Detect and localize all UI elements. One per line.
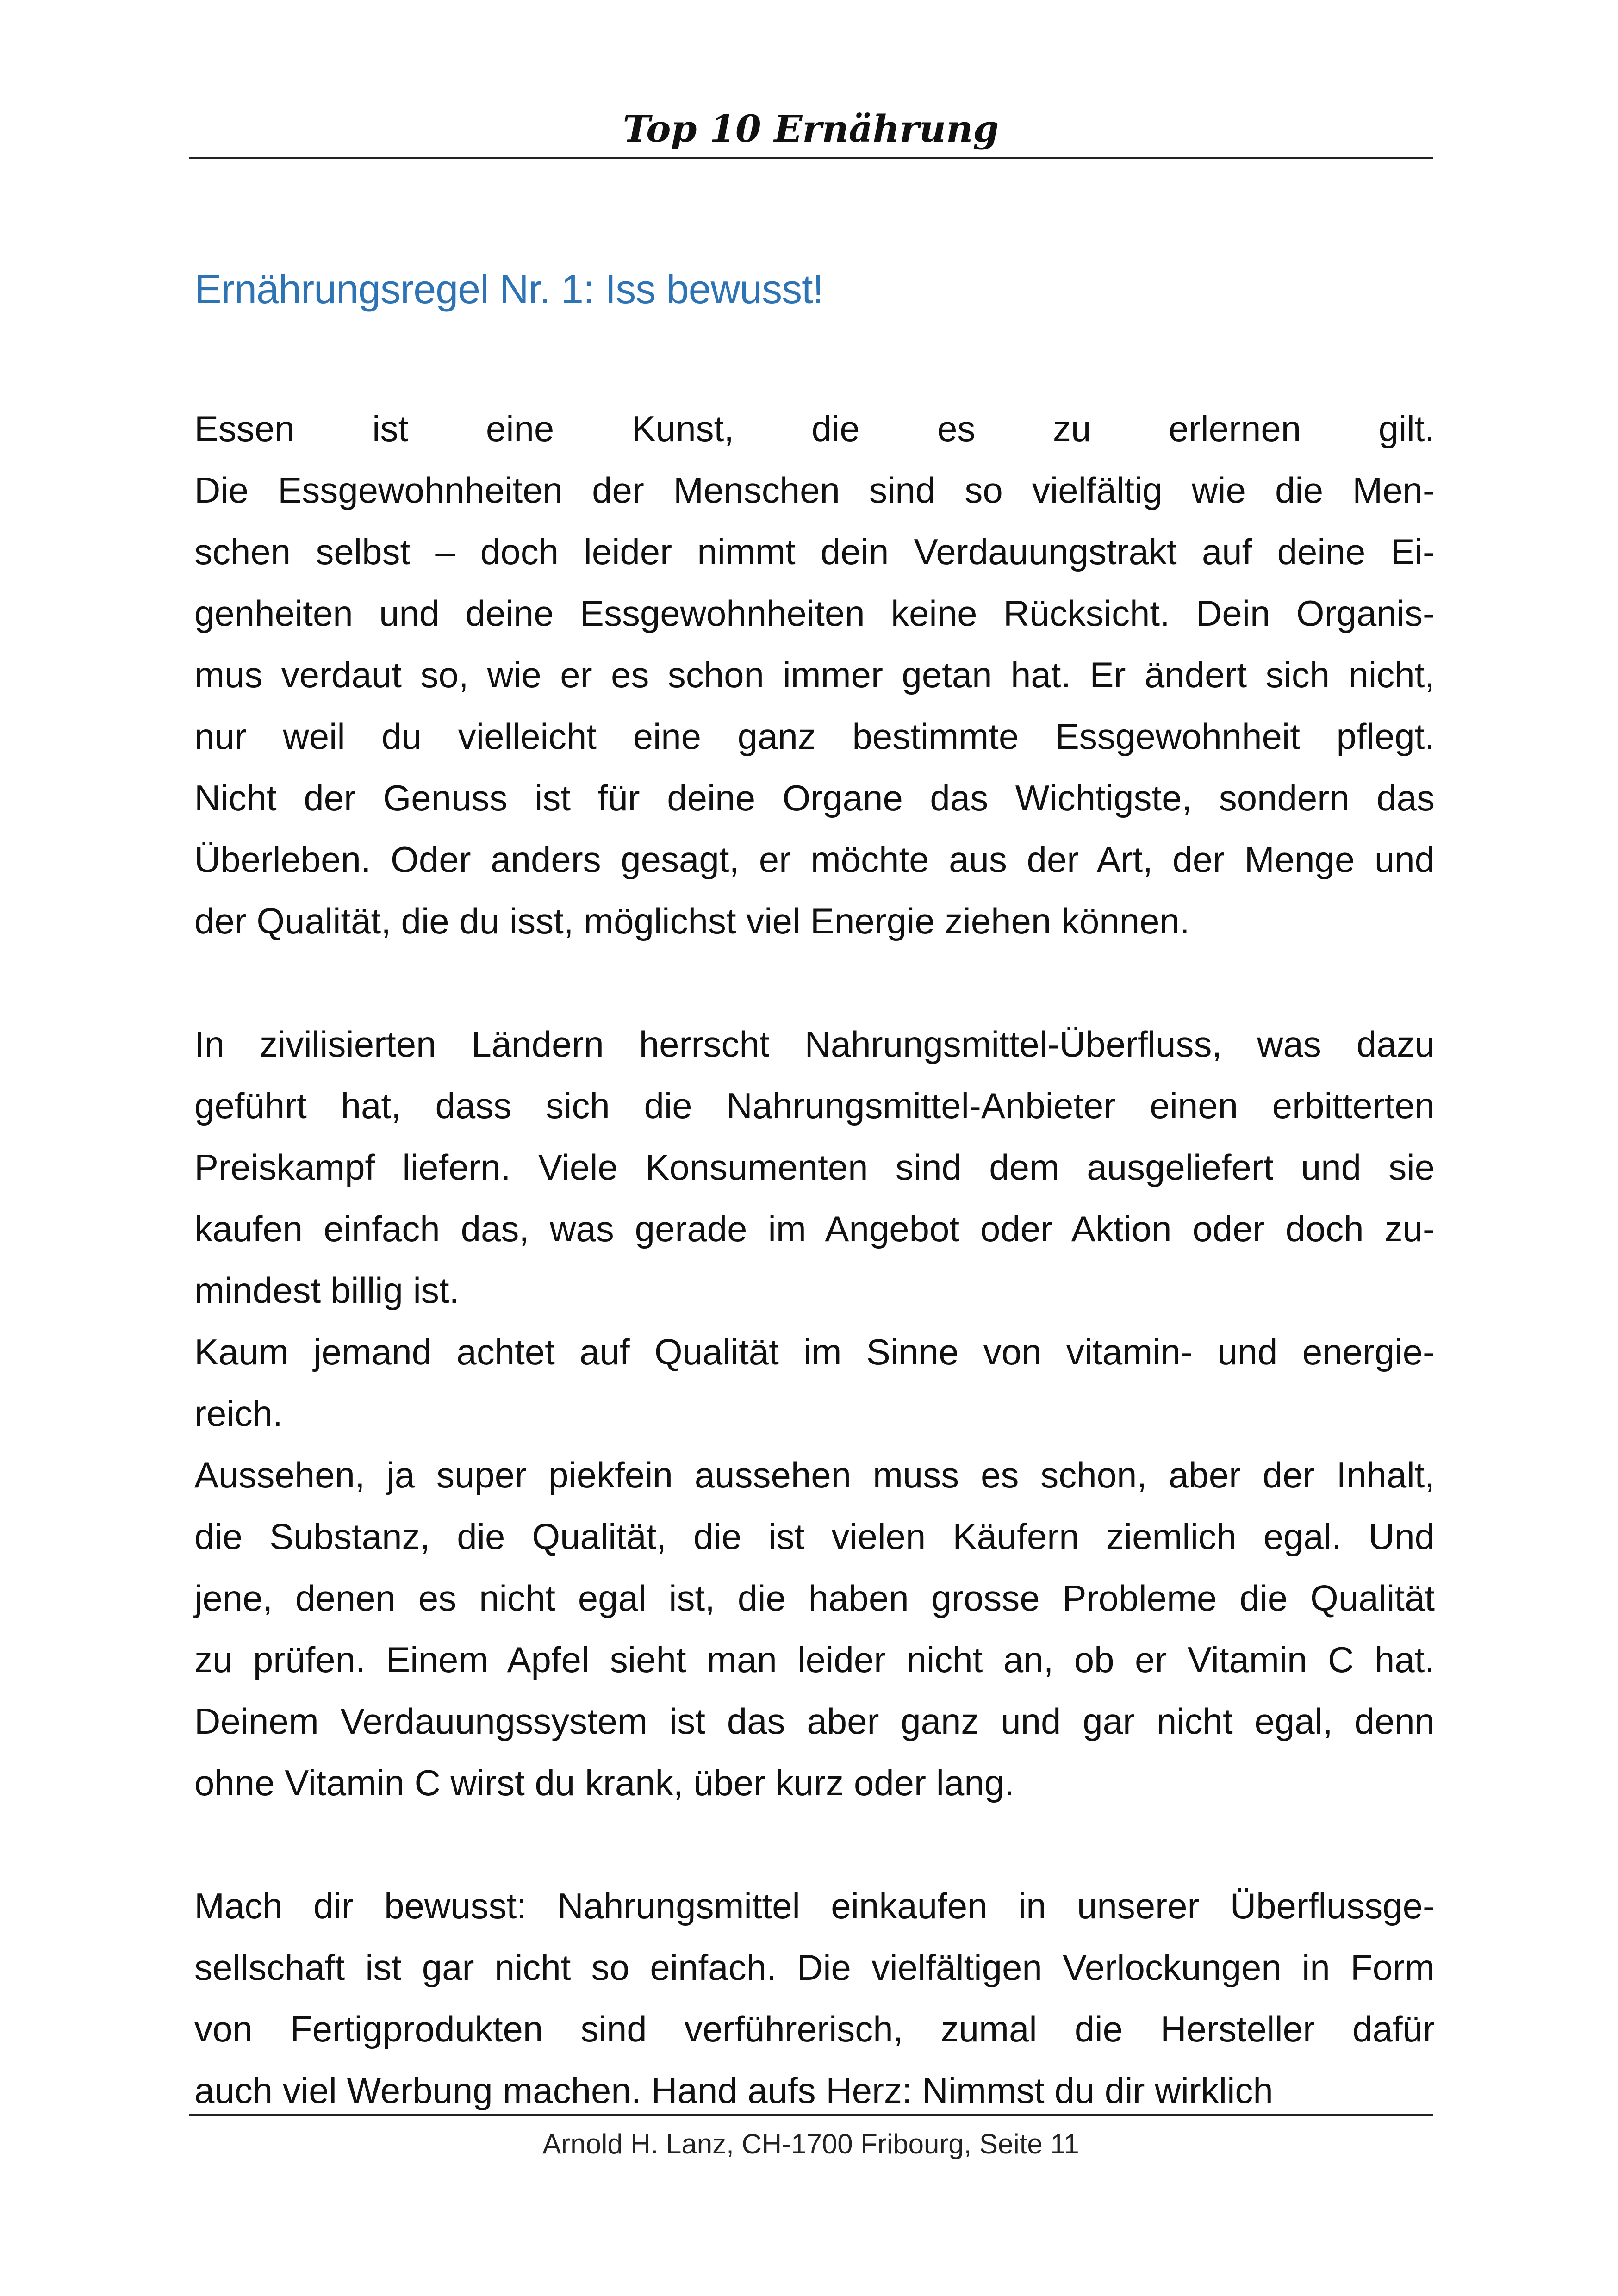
page-content: [194, 259, 1435, 2183]
text-line: Aussehen, ja super piekfein aussehen muss es schon, aber der Inhalt,: [194, 1455, 1435, 1495]
text-line: mus verdaut so, wie er es schon immer getan hat. Er ändert sich nicht,: [194, 654, 1435, 695]
text-line: geführt hat, dass sich die Nahrungsmittel-Anbieter einen erbitterten: [194, 1085, 1435, 1126]
text-line: zu prüfen. Einem Apfel sieht man leider nicht an, ob er Vitamin C hat.: [194, 1639, 1435, 1680]
chapter-title: Ernährungsregel Nr. 1: Iss bewusst!: [194, 266, 823, 312]
text-line: Preiskampf liefern. Viele Konsumenten sind dem ausgeliefert und sie: [194, 1147, 1435, 1188]
text-line: auch viel Werbung machen. Hand aufs Herz: Nimmst du dir wirklich: [194, 2070, 1273, 2111]
text-line: ohne Vitamin C wirst du krank, über kurz oder lang.: [194, 1762, 1014, 1803]
page-footer: [189, 2114, 1433, 2163]
page-header: [189, 93, 1433, 159]
text-line: der Qualität, die du isst, möglichst viel Energie ziehen können.: [194, 901, 1190, 941]
text-line: nur weil du vielleicht eine ganz bestimmte Essgewohnheit pflegt.: [194, 716, 1435, 757]
text-line: Die Essgewohnheiten der Menschen sind so vielfältig wie die Men-: [194, 470, 1435, 510]
footer-text: Arnold H. Lanz, CH-1700 Fribourg, Seite 11: [542, 2128, 1079, 2159]
paragraph-3: [194, 1875, 1435, 2122]
text-line: die Substanz, die Qualität, die ist vielen Käufern ziemlich egal. Und: [194, 1516, 1435, 1557]
text-line: Essen ist eine Kunst, die es zu erlernen gilt.: [194, 408, 1435, 449]
text-line: mindest billig ist.: [194, 1270, 460, 1311]
body-text: [194, 398, 1435, 2122]
header-title: Top 10 Ernährung: [622, 107, 999, 150]
text-line: Mach dir bewusst: Nahrungsmittel einkaufen in unserer Überflussge-: [194, 1885, 1435, 1926]
text-line: sellschaft ist gar nicht so einfach. Die vielfältigen Verlockungen in Form: [194, 1947, 1435, 1988]
text-line: von Fertigprodukten sind verführerisch, zumal die Hersteller dafür: [194, 2009, 1435, 2049]
text-line: Nicht der Genuss ist für deine Organe das Wichtigste, sondern das: [194, 778, 1435, 818]
paragraph-1: [194, 398, 1435, 952]
text-line: genheiten und deine Essgewohnheiten keine Rücksicht. Dein Organis-: [194, 593, 1435, 634]
text-line: reich.: [194, 1393, 283, 1434]
text-line: In zivilisierten Ländern herrscht Nahrungsmittel-Überfluss, was dazu: [194, 1024, 1435, 1064]
text-line: Überleben. Oder anders gesagt, er möchte aus der Art, der Menge und: [194, 839, 1435, 880]
text-line: kaufen einfach das, was gerade im Angebot oder Aktion oder doch zu-: [194, 1208, 1435, 1249]
text-line: Deinem Verdauungssystem ist das aber ganz und gar nicht egal, denn: [194, 1701, 1435, 1742]
text-line: schen selbst – doch leider nimmt dein Verdauungstrakt auf deine Ei-: [194, 531, 1435, 572]
text-line: jene, denen es nicht egal ist, die haben grosse Probleme die Qualität: [194, 1578, 1435, 1618]
text-line: Kaum jemand achtet auf Qualität im Sinne von vitamin- und energie-: [194, 1332, 1435, 1372]
paragraph-2: [194, 1014, 1435, 1814]
